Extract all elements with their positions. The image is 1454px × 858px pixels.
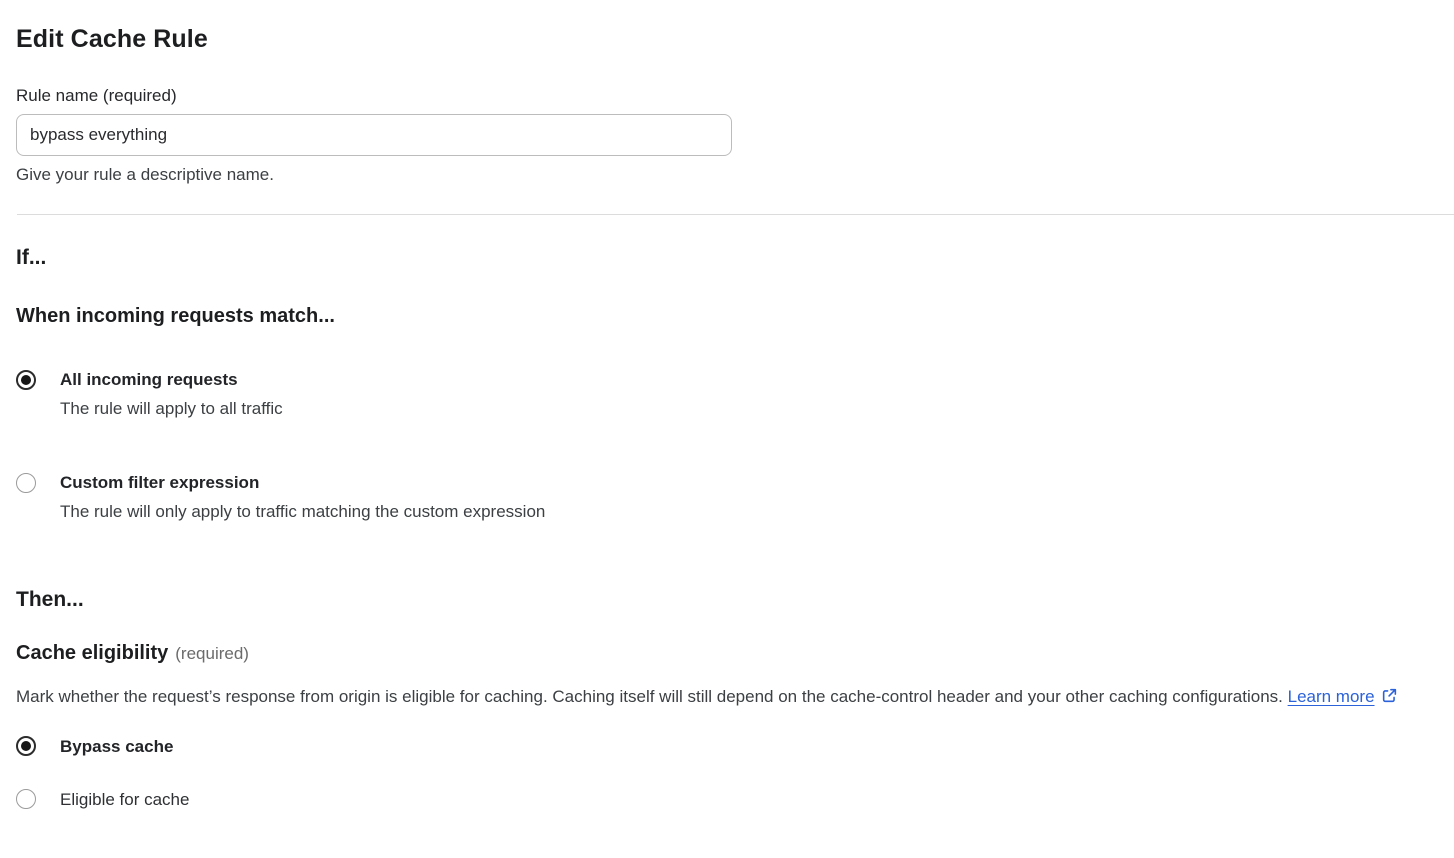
- rule-name-label: Rule name (required): [16, 86, 177, 105]
- radio-option-texts: [60, 369, 283, 420]
- radio-option-custom-filter-expression[interactable]: [16, 472, 1454, 523]
- then-heading: Then...: [16, 588, 84, 611]
- radio-option-bypass-cache[interactable]: [16, 736, 1454, 758]
- rule-name-input[interactable]: [16, 114, 732, 156]
- learn-more-link[interactable]: Learn more: [1288, 687, 1398, 706]
- page-title: Edit Cache Rule: [16, 25, 208, 53]
- incoming-requests-match-heading: When incoming requests match...: [16, 305, 335, 327]
- radio-button-all-incoming-requests[interactable]: [16, 370, 36, 390]
- radio-option-texts: [60, 736, 173, 758]
- required-note: (required): [175, 644, 249, 663]
- cache-eligibility-description-text: Mark whether the request’s response from origin is eligible for caching. Caching itself will still depend on the cache-control header and your other caching configurations.: [16, 687, 1283, 706]
- if-heading: If...: [16, 246, 47, 269]
- radio-label-eligible-for-cache[interactable]: Eligible for cache: [60, 790, 190, 809]
- radio-description-custom-filter-expression: The rule will only apply to traffic matching the custom expression: [60, 502, 546, 521]
- external-link-icon[interactable]: [1381, 684, 1398, 713]
- rule-name-helper: Give your rule a descriptive name.: [16, 165, 274, 184]
- radio-label-custom-filter-expression[interactable]: Custom filter expression: [60, 473, 260, 492]
- radio-option-texts: [60, 789, 189, 811]
- radio-option-eligible-for-cache[interactable]: [16, 789, 1454, 811]
- radio-option-all-incoming-requests[interactable]: [16, 369, 1454, 420]
- radio-option-texts: [60, 472, 545, 523]
- cache-eligibility-label: Cache eligibility: [16, 642, 169, 664]
- radio-label-all-incoming-requests[interactable]: All incoming requests: [60, 370, 238, 389]
- cache-eligibility-heading: [16, 641, 1454, 666]
- radio-button-custom-filter-expression[interactable]: [16, 473, 36, 493]
- radio-label-bypass-cache[interactable]: Bypass cache: [60, 737, 174, 756]
- radio-button-bypass-cache[interactable]: [16, 736, 36, 756]
- radio-description-all-incoming-requests: The rule will apply to all traffic: [60, 399, 283, 418]
- rule-name-field: [16, 85, 1454, 185]
- radio-button-eligible-for-cache[interactable]: [16, 789, 36, 809]
- section-divider: [17, 214, 1454, 215]
- cache-eligibility-description: [16, 682, 1416, 713]
